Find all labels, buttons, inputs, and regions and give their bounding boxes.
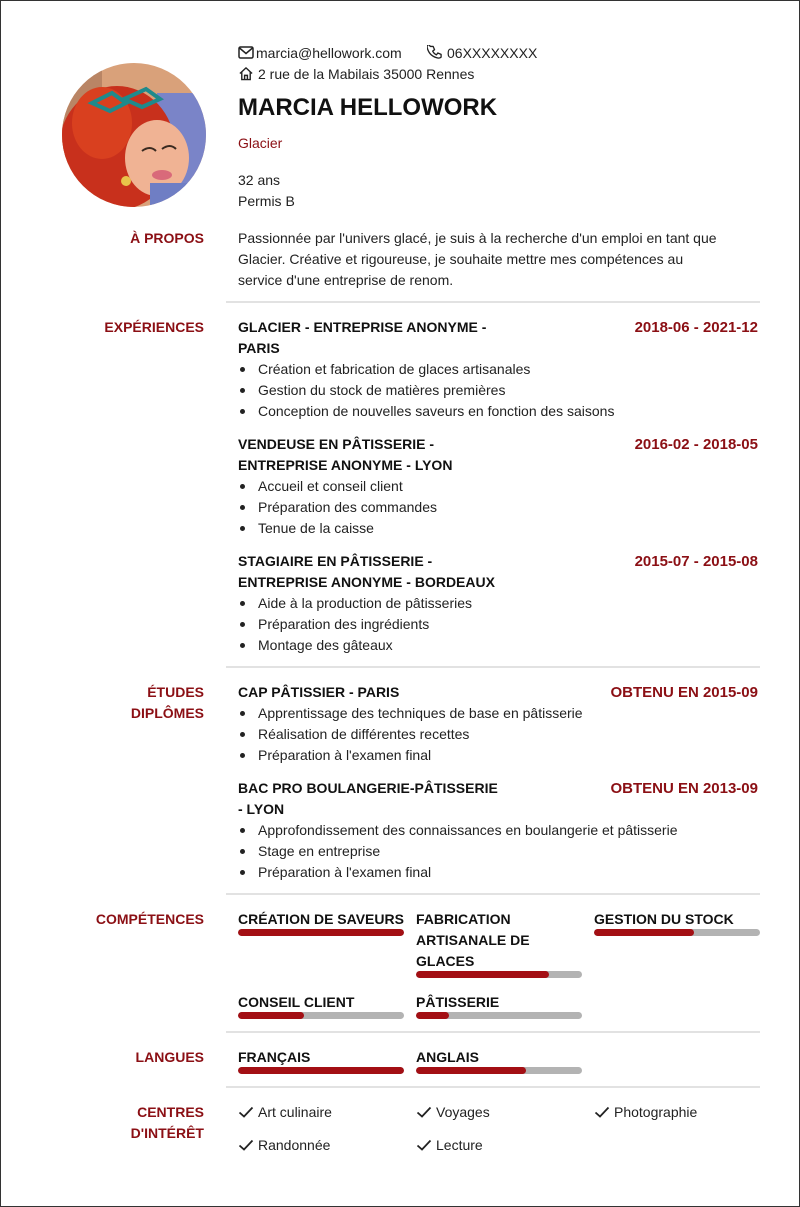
section-label-languages: LANGUES — [135, 1049, 204, 1065]
skill-name: PÂTISSERIE — [416, 994, 500, 1010]
list-item: Préparation à l'examen final — [238, 745, 583, 766]
section-divider — [226, 1086, 760, 1088]
interest-item — [416, 1102, 490, 1123]
section-label-interests: D'INTÉRÊT — [130, 1125, 204, 1141]
address-row — [238, 64, 474, 85]
email-row — [238, 43, 402, 64]
experience-bullets — [238, 476, 437, 539]
age: 32 ans — [238, 172, 281, 188]
skill-name: CONSEIL CLIENT — [238, 994, 355, 1010]
envelope-icon — [238, 46, 254, 59]
skill-name: CRÉATION DE SAVEURS — [238, 911, 404, 927]
skill-name: GESTION DU STOCK — [594, 911, 734, 927]
interest-label: Lecture — [436, 1137, 483, 1153]
experience-date: 2015-07 - 2015-08 — [634, 553, 758, 570]
list-item: Création et fabrication de glaces artisanales — [238, 359, 614, 380]
language-name: FRANÇAIS — [238, 1049, 311, 1065]
experience-title: VENDEUSE EN PÂTISSERIE - — [238, 436, 435, 452]
interest-item — [238, 1135, 330, 1156]
list-item: Aide à la production de pâtisseries — [238, 593, 472, 614]
interest-label: Photographie — [614, 1104, 698, 1120]
list-item: Approfondissement des connaissances en boulangerie et pâtisserie — [238, 820, 678, 841]
check-icon — [416, 1106, 432, 1118]
driving-license: Permis B — [238, 193, 295, 209]
interest-label: Art culinaire — [258, 1104, 332, 1120]
list-item: Apprentissage des techniques de base en pâtisserie — [238, 703, 583, 724]
experience-title: ENTREPRISE ANONYME - BORDEAUX — [238, 574, 495, 590]
home-icon — [238, 66, 254, 81]
education-bullets — [238, 820, 678, 883]
language-name: ANGLAIS — [416, 1049, 479, 1065]
skill-name: GLACES — [416, 953, 475, 969]
candidate-name: MARCIA HELLOWORK — [238, 94, 498, 121]
list-item: Préparation à l'examen final — [238, 862, 678, 883]
list-item: Préparation des commandes — [238, 497, 437, 518]
experience-title: STAGIAIRE EN PÂTISSERIE - — [238, 553, 433, 569]
section-label-interests: CENTRES — [137, 1104, 204, 1120]
section-label-experiences: EXPÉRIENCES — [104, 319, 204, 335]
list-item: Conception de nouvelles saveurs en fonction des saisons — [238, 401, 614, 422]
interest-label: Randonnée — [258, 1137, 331, 1153]
check-icon — [238, 1139, 254, 1151]
education-title: - LYON — [238, 801, 285, 817]
address-text: 2 rue de la Mabilais 35000 Rennes — [258, 66, 475, 82]
list-item: Accueil et conseil client — [238, 476, 437, 497]
phone-icon — [427, 45, 443, 60]
education-bullets — [238, 703, 583, 766]
section-label-skills: COMPÉTENCES — [95, 911, 204, 927]
skill-level-bar — [238, 1012, 404, 1019]
language-level-bar — [416, 1067, 582, 1074]
check-icon — [238, 1106, 254, 1118]
interest-item — [594, 1102, 697, 1123]
experience-date: 2016-02 - 2018-05 — [634, 436, 758, 453]
language-level-bar — [238, 1067, 404, 1074]
experience-title: GLACIER - ENTREPRISE ANONYME - — [238, 319, 487, 335]
list-item: Réalisation de différentes recettes — [238, 724, 583, 745]
section-divider — [226, 1031, 760, 1033]
section-divider — [226, 893, 760, 895]
skill-level-bar — [416, 1012, 582, 1019]
education-title: CAP PÂTISSIER - PARIS — [238, 684, 400, 700]
about-line: Glacier. Créative et rigoureuse, je souhaite mettre mes compétences au — [238, 251, 684, 267]
check-icon — [416, 1139, 432, 1151]
list-item: Tenue de la caisse — [238, 518, 437, 539]
skill-name: FABRICATION — [416, 911, 511, 927]
section-label-education: ÉTUDES — [147, 684, 204, 700]
education-date: OBTENU EN 2015-09 — [610, 684, 758, 701]
section-label-about: À PROPOS — [130, 230, 204, 246]
list-item: Gestion du stock de matières premières — [238, 380, 614, 401]
interest-item — [416, 1135, 483, 1156]
education-title: BAC PRO BOULANGERIE-PÂTISSERIE — [238, 780, 498, 796]
section-divider — [226, 301, 760, 303]
skill-level-bar — [416, 971, 582, 978]
experience-bullets — [238, 593, 472, 656]
about-line: service d'une entreprise de renom. — [238, 272, 454, 288]
about-line: Passionnée par l'univers glacé, je suis à la recherche d'un emploi en tant que — [238, 230, 717, 246]
experience-date: 2018-06 - 2021-12 — [634, 319, 758, 336]
list-item: Stage en entreprise — [238, 841, 678, 862]
profile-photo — [62, 63, 206, 207]
skill-level-bar — [594, 929, 760, 936]
section-divider — [226, 666, 760, 668]
experience-bullets — [238, 359, 614, 422]
check-icon — [594, 1106, 610, 1118]
experience-title: PARIS — [238, 340, 280, 356]
list-item: Préparation des ingrédients — [238, 614, 472, 635]
interest-label: Voyages — [436, 1104, 490, 1120]
skill-name: ARTISANALE DE — [416, 932, 530, 948]
skill-level-bar — [238, 929, 404, 936]
list-item: Montage des gâteaux — [238, 635, 472, 656]
education-date: OBTENU EN 2013-09 — [610, 780, 758, 797]
phone-row — [427, 43, 537, 64]
interest-item — [238, 1102, 332, 1123]
section-label-education: DIPLÔMES — [130, 705, 204, 721]
experience-title: ENTREPRISE ANONYME - LYON — [238, 457, 453, 473]
phone-text: 06XXXXXXXX — [447, 45, 538, 61]
job-title: Glacier — [238, 135, 283, 151]
email-text: marcia@hellowork.com — [256, 45, 402, 61]
